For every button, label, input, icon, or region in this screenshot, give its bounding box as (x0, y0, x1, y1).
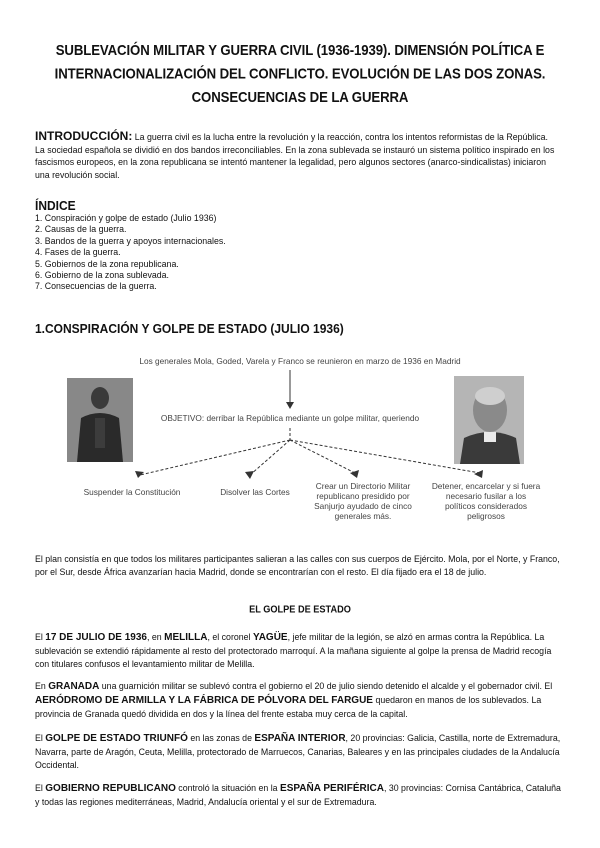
golpe-paragraph-4 (35, 782, 565, 809)
diagram-branch-3: Crear un Directorio Militar republicano presidido por Sanjurjo ayudado de cinco generales más. (314, 481, 412, 521)
diagram-branch-4: Detener, encarcelar y si fuera necesario fusilar a los políticos considerados peligrosos (431, 481, 541, 521)
section-1-heading: 1.CONSPIRACIÓN Y GOLPE DE ESTADO (JULIO 1936) (35, 321, 344, 337)
diagram-branch-2: Disolver las Cortes (220, 487, 290, 497)
emphasis-highlight: GOBIERNO REPUBLICANO (45, 783, 176, 794)
text-run: El (35, 632, 43, 642)
introduction-label: INTRODUCCIÓN: (35, 129, 133, 143)
text-run: en las zonas de (190, 733, 252, 743)
place-highlight: MELILLA (164, 632, 208, 643)
portrait-left-image (67, 378, 133, 462)
emphasis-highlight: GOLPE DE ESTADO TRIUNFÓ (45, 733, 188, 744)
general-portrait-right (454, 376, 524, 464)
golpe-paragraph-2 (35, 680, 565, 720)
place-highlight: ESPAÑA INTERIOR (254, 733, 346, 744)
name-highlight: YAGÜE (252, 632, 288, 643)
date-highlight: 17 DE JULIO DE 1936 (45, 632, 147, 643)
text-run: , en (147, 632, 162, 642)
place-highlight: AERÓDROMO DE ARMILLA Y LA FÁBRICA DE PÓLVORA DEL FARGUE (35, 694, 373, 706)
text-run: , jefe militar de la legión, se alzó en armas contra la República. La sublevación se extendió rápidamente al resto del protectorado marroquí. A la mañana siguiente al golpe la prensa de Madrid recogía con titulares confusos el levantamiento militar de Melilla. (35, 632, 552, 669)
place-highlight: GRANADA (48, 681, 100, 692)
index-list (35, 213, 226, 293)
golpe-heading: EL GOLPE DE ESTADO (249, 603, 351, 615)
index-item: 5. Gobiernos de la zona republicana. (35, 258, 179, 269)
index-item: 6. Gobierno de la zona sublevada. (35, 270, 170, 281)
diagram-top-text: Los generales Mola, Goded, Varela y Franco se reunieron en marzo de 1936 en Madrid (139, 356, 461, 366)
place-highlight: ESPAÑA PERIFÉRICA (280, 783, 384, 794)
text-run: El (35, 733, 43, 743)
text-run: , 20 provincias: Galicia, Castilla, norte de Extremadura, Navarra, parte de Aragón, Ceuta, Melilla, protectorado de Marruecos, Canarias, Baleares y en las principales ciudades de la Andalucía Occidental. (35, 733, 561, 770)
diagram-branch-1: Suspender la Constitución (83, 487, 181, 497)
introduction-text: La guerra civil es la lucha entre la revolución y la reacción, contra los intentos reformistas de la República. La sociedad española se dividió en dos bandos irreconciliables. En la zona sublevada se instauró un sistema político inspirado en los fascismos europeos, en la zona republicana se intentó mantener la legalidad, pero algunos sectores (anarco-sindicalistas) iniciaron una revolución social. (35, 132, 555, 180)
introduction-paragraph (35, 130, 555, 181)
index-item: 4. Fases de la guerra. (35, 247, 121, 258)
title-line-2: INTERNACIONALIZACIÓN DEL CONFLICTO. EVOLUCIÓN DE LAS DOS ZONAS. (54, 64, 546, 82)
index-item: 1. Conspiración y golpe de estado (Julio 1936) (35, 213, 217, 223)
text-run: controló la situación en la (178, 783, 278, 793)
index-item: 7. Consecuencias de la guerra. (35, 281, 157, 292)
golpe-paragraph-1 (35, 631, 565, 670)
index-item: 2. Causas de la guerra. (35, 224, 127, 235)
text-run: , el coronel (207, 632, 251, 642)
portrait-right-image (454, 376, 524, 464)
conspiracy-diagram (0, 340, 600, 540)
text-run: quedaron en manos de los sublevados. La provincia de Granada quedó dividida en dos y la línea del frente estaba muy cerca de la capital. (35, 694, 542, 719)
title-line-3: CONSECUENCIAS DE LA GUERRA (191, 88, 409, 106)
document-title (20, 38, 580, 109)
text-run: En (35, 681, 46, 691)
index-item: 3. Bandos de la guerra y apoyos internacionales. (35, 235, 226, 246)
index-heading: ÍNDICE (35, 198, 76, 214)
diagram-objective-text: OBJETIVO: derribar la República mediante un golpe militar, queriendo (160, 413, 420, 423)
golpe-paragraph-3 (35, 732, 565, 771)
plan-paragraph: El plan consistía en que todos los militares participantes salieran a las calles con sus cuerpos de Ejército. Mola, por el Norte, y Franco, por el Sur, desde África avanzarían hacia Madrid, donde se encontrarían con el resto. El día fijado era el 18 de julio. (35, 554, 560, 577)
general-portrait-left (67, 378, 133, 462)
text-run: una guarnición militar se sublevó contra el gobierno el 20 de julio siendo detenido el alcalde y el gobernador civil. El (101, 681, 553, 691)
text-run: , 30 provincias: Cornisa Cantábrica, Cataluña y todas las regiones mediterráneas, Madrid, Andalucía oriental y el sur de Extremadura. (35, 783, 561, 807)
title-line-1: SUBLEVACIÓN MILITAR Y GUERRA CIVIL (1936-1939). DIMENSIÓN POLÍTICA E (55, 41, 545, 59)
text-run: El (35, 783, 43, 793)
